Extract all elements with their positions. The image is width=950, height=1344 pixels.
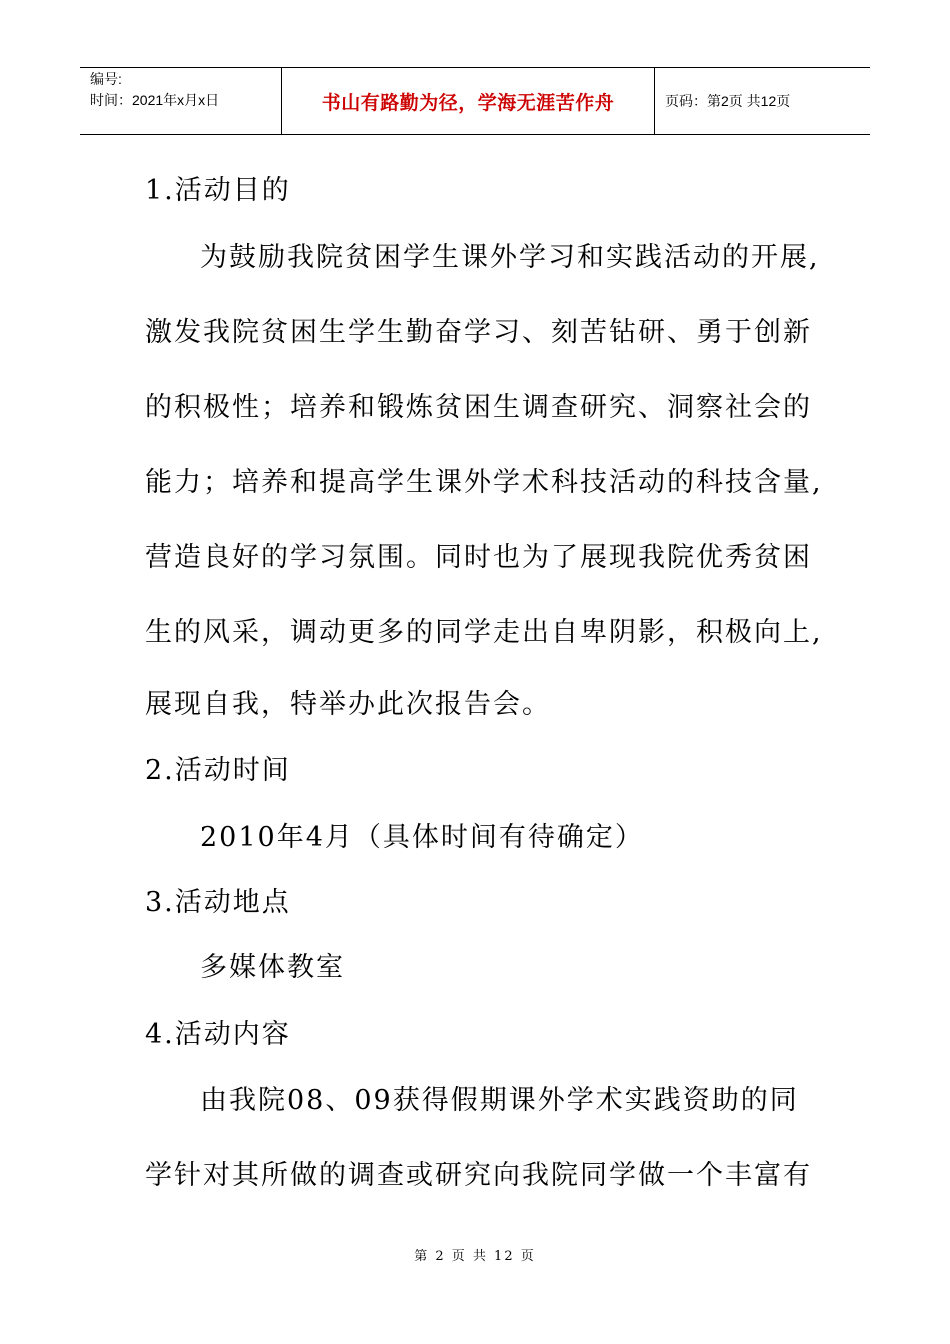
header-page-info: 页码：第2页 共12页 — [665, 93, 791, 109]
section-heading-location: 3.活动地点 — [145, 887, 291, 918]
document-number-label: 编号: — [90, 71, 122, 87]
paragraph-line: 生的风采，调动更多的同学走出自卑阴影，积极向上, — [145, 617, 823, 648]
paragraph-line: 由我院08、09获得假期课外学术实践资助的同 — [200, 1085, 799, 1116]
paragraph-line: 的积极性；培养和锻炼贫困生调查研究、洞察社会的 — [145, 392, 812, 423]
paragraph-line: 能力；培养和提高学生课外学术科技活动的科技含量, — [145, 467, 823, 498]
header-motto: 书山有路勤为径，学海无涯苦作舟 — [282, 68, 655, 134]
section-time-text: 2010年4月（具体时间有待确定） — [200, 822, 644, 853]
section-location-text: 多媒体教室 — [200, 952, 345, 983]
paragraph-line: 营造良好的学习氛围。同时也为了展现我院优秀贫困 — [145, 542, 812, 573]
page-header — [80, 67, 870, 135]
section-heading-time: 2.活动时间 — [145, 755, 291, 786]
section-heading-purpose: 1.活动目的 — [145, 175, 291, 206]
paragraph-line: 学针对其所做的调查或研究向我院同学做一个丰富有 — [145, 1160, 812, 1191]
paragraph-line: 激发我院贫困生学生勤奋学习、刻苦钻研、勇于创新 — [145, 317, 812, 348]
paragraph-line: 为鼓励我院贫困学生课外学习和实践活动的开展, — [200, 242, 820, 273]
document-date-label: 时间：2021年x月x日 — [90, 92, 220, 108]
header-meta-cell — [80, 68, 282, 134]
section-heading-content: 4.活动内容 — [145, 1019, 291, 1050]
page-footer: 第 2 页 共 12 页 — [414, 1249, 536, 1264]
paragraph-line: 展现自我，特举办此次报告会。 — [145, 689, 551, 720]
